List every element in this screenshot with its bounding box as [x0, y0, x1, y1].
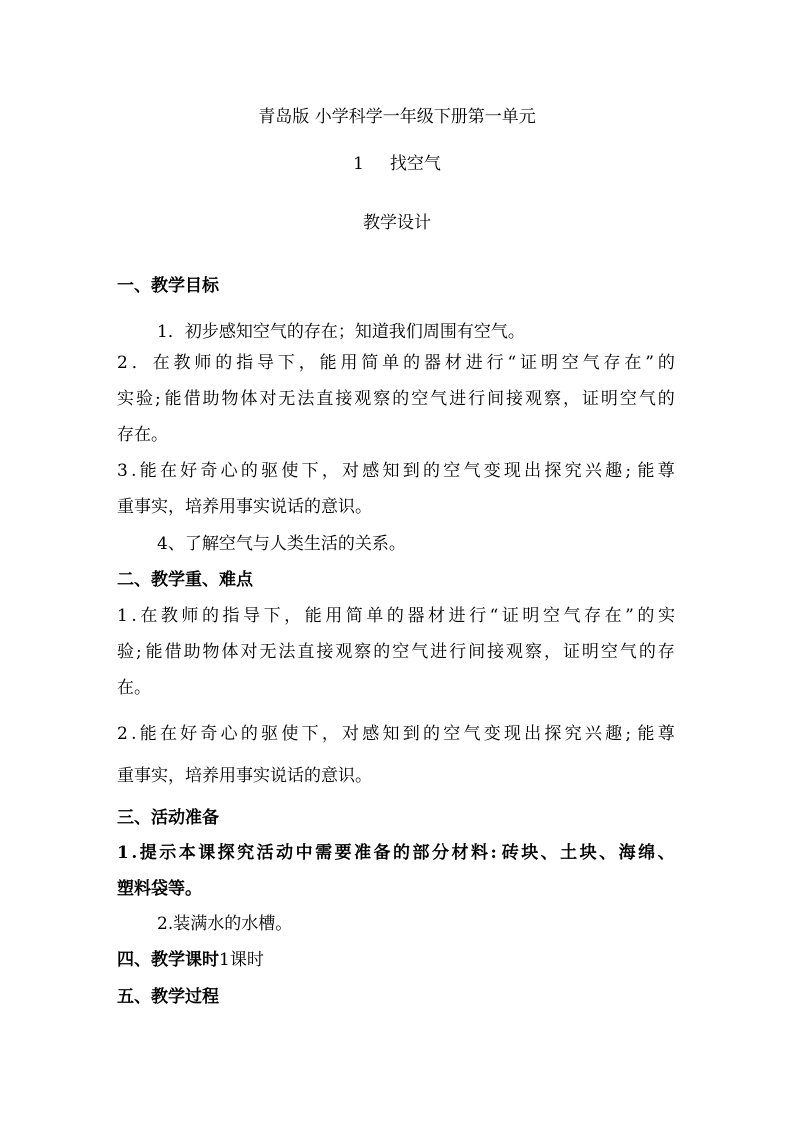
- section-heading-goals: 一、教学目标: [117, 276, 219, 296]
- goal-item-4: 4、了解空气与人类生活的关系。: [157, 534, 406, 554]
- class-hours-value: 1课时: [219, 950, 264, 970]
- preparation-item-1-line-1: 1 . 提 示 本 课 探 究 活 动 中 需 要 准 备 的 部 分 材 料 : 砖 块 、 土 块 、 海 绵 、: [117, 843, 675, 863]
- lesson-title: 找空气: [389, 154, 441, 174]
- goal-item-2-line-2: 实 验 ; 能 借 助 物 体 对 无 法 直 接 观 察 的 空 气 进 行 间 接 观 察 ， 证 明 空 气 的: [117, 389, 675, 409]
- section-heading-key-points: 二、教学重、难点: [117, 570, 253, 590]
- key-point-2-line-2: 重事实，培养用事实说话的意识。: [117, 766, 372, 786]
- document-title: 青岛版 小学科学一年级下册第一单元: [258, 107, 536, 127]
- lesson-number: 1: [353, 154, 364, 174]
- goal-item-2-line-1: 2 ． 在 教 师 的 指 导 下 ， 能 用 简 单 的 器 材 进 行 “ 证 明 空 气 存 在 ” 的: [117, 353, 675, 373]
- goal-item-3-line-1: 3 . 能 在 好 奇 心 的 驱 使 下 ， 对 感 知 到 的 空 气 变 现 出 探 究 兴 趣 ; 能 尊: [117, 461, 675, 481]
- key-point-1-line-3: 在。: [117, 678, 151, 698]
- section-heading-preparation: 三、活动准备: [117, 808, 219, 828]
- lesson-heading: [0, 152, 794, 176]
- goal-item-2-line-3: 存在。: [117, 425, 168, 445]
- section-class-hours: [117, 948, 264, 972]
- document-subtitle: 教学设计: [363, 213, 431, 233]
- goal-item-3-line-2: 重事实，培养用事实说话的意识。: [117, 497, 372, 517]
- section-heading-process: 五、教学过程: [117, 987, 219, 1007]
- preparation-item-1-line-2: 塑料袋等。: [117, 879, 202, 899]
- key-point-1-line-2: 验 ; 能 借 助 物 体 对 无 法 直 接 观 察 的 空 气 进 行 间 接 观 察 ， 证 明 空 气 的 存: [117, 642, 675, 662]
- goal-item-1: 1．初步感知空气的存在；知道我们周围有空气。: [157, 322, 525, 342]
- section-heading-class-hours: 四、教学课时: [117, 950, 219, 970]
- key-point-1-line-1: 1 . 在 教 师 的 指 导 下 ， 能 用 简 单 的 器 材 进 行 “ 证 明 空 气 存 在 ” 的 实: [117, 606, 675, 626]
- preparation-item-2: 2.装满水的水槽。: [157, 914, 293, 934]
- key-point-2-line-1: 2 . 能 在 好 奇 心 的 驱 使 下 ， 对 感 知 到 的 空 气 变 现 出 探 究 兴 趣 ; 能 尊: [117, 724, 675, 744]
